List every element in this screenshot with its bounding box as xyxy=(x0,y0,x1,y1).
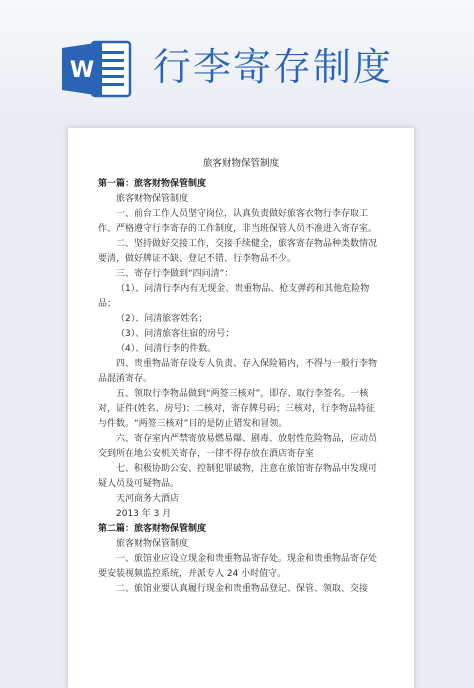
banner-title: 行李寄存制度 xyxy=(153,45,394,89)
document-body xyxy=(68,128,414,597)
paragraph-10: 六、寄存室内严禁寄放易燃易爆、剧毒、放射性危险物品，应动员交到所在地公安机关寄存，一律不得存放在酒店寄存室 xyxy=(98,434,378,459)
chapter-1-heading: 第一篇：旅客财物保管制度 xyxy=(98,179,207,189)
chapter-1-subtitle: 旅客财物保管制度 xyxy=(116,194,189,204)
paragraph-11: 七、积极协助公安、控制犯罪破物，注意在旅馆寄存物品中发现可疑人员及可疑物品。 xyxy=(98,464,378,489)
paragraph-7: （4）、问清行李的件数。 xyxy=(116,344,217,354)
document-title: 旅客财物保管制度 xyxy=(202,158,279,169)
word-logo-letter: W xyxy=(69,58,95,83)
paragraph-2: 二、坚持做好交接工作，交接手续健全，旅客寄存物品种类数情况要清，做好牌证不缺、登记不错、行李物品不少。 xyxy=(98,239,378,264)
document-page xyxy=(68,128,414,688)
paragraph-8: 四、贵重物品寄存设专人负责、存入保险箱内，不得与一般行李物品混淆寄存。 xyxy=(98,359,378,384)
paragraph-3: 三、寄存行李做到“四问清”： xyxy=(116,269,234,279)
paragraph-4: （1）、问清行李内有无现金、贵重物品、枪支弹药和其他危险物品； xyxy=(98,284,370,309)
header-banner xyxy=(0,0,474,135)
paragraph-13: 二、旅馆业要认真履行现金和贵重物品登记、保管、领取、交接 xyxy=(116,584,369,594)
paragraph-9: 五、领取行李物品做到“两签三核对”，即存、取行李签名。一核对，证件(姓名、房号)；二核对，寄存牌号码；三核对，行李物品特征与件数。“两签三核对”目的是防止错发和冒领。 xyxy=(98,389,376,429)
paragraph-1: 一、前台工作人员坚守岗位，认真负责做好旅客衣物行李存取工作、严格遵守行李寄存的工作制度，非当班保管人员不准进入寄存室。 xyxy=(98,209,378,234)
paragraph-6: （3）、问清旅客住宿的房号； xyxy=(116,329,235,339)
signature: 天河商务大酒店 xyxy=(116,494,180,504)
chapter-2-heading: 第二篇：旅客财物保管制度 xyxy=(98,524,207,534)
paragraph-5: （2）、问清旅客姓名； xyxy=(116,314,208,324)
word-document-icon xyxy=(62,40,132,98)
date: 2013 年 3 月 xyxy=(116,509,172,519)
chapter-2-subtitle: 旅客财物保管制度 xyxy=(116,539,189,549)
paragraph-12: 一、旅馆业应设立现金和贵重物品寄存处。现金和贵重物品寄存处要安装视频监控系统，并派专人 24 小时值守。 xyxy=(98,554,378,579)
